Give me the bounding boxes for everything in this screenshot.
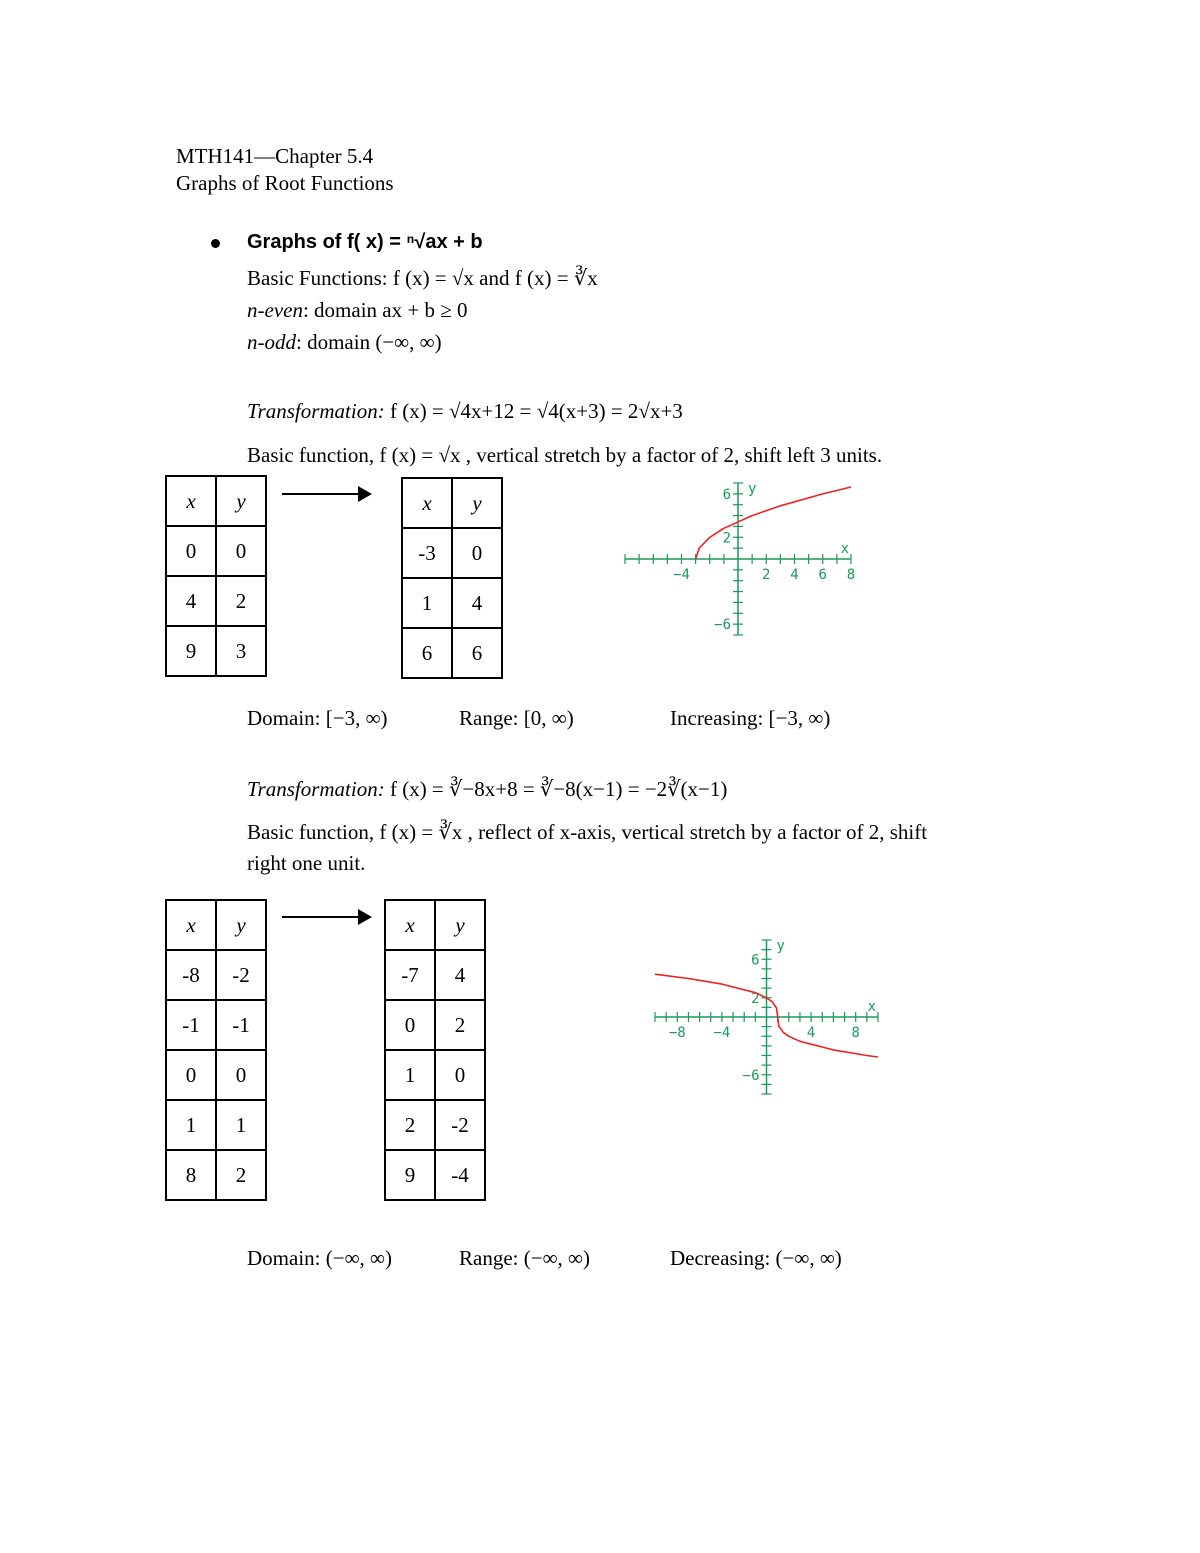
arrow-right-icon bbox=[282, 916, 368, 918]
example1-table-before bbox=[165, 475, 267, 677]
table-cell: 0 bbox=[216, 1050, 266, 1100]
table-cell: -2 bbox=[216, 950, 266, 1000]
x-axis-label: x bbox=[840, 541, 849, 557]
table-cell: 1 bbox=[166, 1100, 216, 1150]
table-cell: 0 bbox=[385, 1000, 435, 1050]
x-tick-label: −8 bbox=[668, 1025, 686, 1041]
table-header: x bbox=[385, 900, 435, 950]
n-even-line bbox=[247, 297, 467, 323]
n-even-text: : domain ax + b ≥ 0 bbox=[302, 298, 468, 322]
table-cell: 8 bbox=[166, 1150, 216, 1200]
table-cell: 2 bbox=[216, 576, 266, 626]
table-cell: -2 bbox=[435, 1100, 485, 1150]
table-cell: 2 bbox=[435, 1000, 485, 1050]
example1-graph bbox=[615, 475, 875, 645]
table-header: y bbox=[216, 476, 266, 526]
transformation-label: Transformation: bbox=[247, 399, 385, 423]
x-axis-label: x bbox=[867, 999, 876, 1015]
table-cell: -7 bbox=[385, 950, 435, 1000]
n-odd-line bbox=[247, 329, 442, 355]
n-odd-label: n-odd bbox=[247, 330, 296, 354]
n-odd-text: : domain (−∞, ∞) bbox=[296, 330, 442, 354]
table-cell: 6 bbox=[402, 628, 452, 678]
table-header: y bbox=[452, 478, 502, 528]
table-cell: 9 bbox=[166, 626, 216, 676]
y-tick-label: −6 bbox=[714, 617, 731, 634]
table-cell: -1 bbox=[216, 1000, 266, 1050]
example2-table-after bbox=[384, 899, 486, 1201]
x-tick-label: 2 bbox=[762, 567, 771, 583]
table-cell: -4 bbox=[435, 1150, 485, 1200]
table-cell: 4 bbox=[166, 576, 216, 626]
y-tick-label: 6 bbox=[722, 486, 731, 503]
table-cell: 0 bbox=[166, 1050, 216, 1100]
y-axis-label: y bbox=[776, 938, 785, 954]
arrow-right-icon bbox=[282, 493, 368, 495]
transformation-expression: f (x) = ∛−8x+8 = ∛−8(x−1) = −2∛(x−1) bbox=[384, 777, 728, 801]
x-tick-label: 8 bbox=[846, 567, 856, 583]
table-cell: 2 bbox=[216, 1150, 266, 1200]
example2-basic-function-text-line1: Basic function, f (x) = ∛x , reflect of x-axis, vertical stretch by a factor of 2, shift bbox=[247, 820, 928, 844]
y-tick-label: 6 bbox=[751, 952, 760, 969]
section-heading: Graphs of f( x) = ⁿ√ax + b bbox=[247, 231, 483, 253]
table-cell: 9 bbox=[385, 1150, 435, 1200]
transformation-label: Transformation: bbox=[247, 777, 385, 801]
course-title: MTH141—Chapter 5.4 bbox=[176, 144, 374, 168]
x-tick-label: 4 bbox=[790, 567, 799, 583]
x-tick-label: 6 bbox=[818, 567, 827, 583]
table-header: x bbox=[402, 478, 452, 528]
table-cell: 4 bbox=[435, 950, 485, 1000]
table-cell: -1 bbox=[166, 1000, 216, 1050]
table-header: x bbox=[166, 900, 216, 950]
table-cell: 6 bbox=[452, 628, 502, 678]
page-subtitle: Graphs of Root Functions bbox=[176, 171, 394, 195]
table-cell: 0 bbox=[216, 526, 266, 576]
table-cell: -3 bbox=[402, 528, 452, 578]
y-tick-label: 2 bbox=[751, 990, 760, 1007]
table-cell: -8 bbox=[166, 950, 216, 1000]
example1-range: Range: [0, ∞) bbox=[459, 706, 574, 730]
example1-transformation bbox=[247, 398, 683, 424]
table-cell: 1 bbox=[402, 578, 452, 628]
table-cell: 4 bbox=[452, 578, 502, 628]
table-cell: 1 bbox=[216, 1100, 266, 1150]
table-cell: 0 bbox=[166, 526, 216, 576]
table-header: x bbox=[166, 476, 216, 526]
example2-domain: Domain: (−∞, ∞) bbox=[247, 1246, 393, 1270]
y-tick-label: 2 bbox=[722, 530, 731, 547]
example2-graph bbox=[640, 930, 900, 1100]
example1-domain: Domain: [−3, ∞) bbox=[247, 706, 388, 730]
example2-table-before bbox=[165, 899, 267, 1201]
n-even-label: n-even bbox=[247, 298, 303, 322]
bullet-icon bbox=[211, 239, 220, 248]
x-tick-label: −4 bbox=[713, 1025, 731, 1041]
y-axis-label: y bbox=[748, 481, 757, 497]
example2-decreasing: Decreasing: (−∞, ∞) bbox=[670, 1246, 842, 1270]
x-tick-label: 4 bbox=[806, 1025, 816, 1041]
table-cell: 2 bbox=[385, 1100, 435, 1150]
table-header: y bbox=[216, 900, 266, 950]
table-cell: 1 bbox=[385, 1050, 435, 1100]
x-tick-label: −4 bbox=[673, 567, 690, 583]
example2-basic-function-text-line2: right one unit. bbox=[247, 851, 366, 875]
transformation-expression: f (x) = √4x+12 = √4(x+3) = 2√x+3 bbox=[384, 399, 683, 423]
table-cell: 3 bbox=[216, 626, 266, 676]
basic-functions-text: Basic Functions: f (x) = √x and f (x) = ∛x bbox=[247, 266, 598, 290]
example2-range: Range: (−∞, ∞) bbox=[459, 1246, 591, 1270]
example1-basic-function-text: Basic function, f (x) = √x , vertical stretch by a factor of 2, shift left 3 units. bbox=[247, 443, 883, 467]
example1-increasing: Increasing: [−3, ∞) bbox=[670, 706, 831, 730]
x-tick-label: 8 bbox=[851, 1025, 860, 1041]
table-header: y bbox=[435, 900, 485, 950]
table-cell: 0 bbox=[435, 1050, 485, 1100]
example2-transformation bbox=[247, 776, 727, 802]
table-cell: 0 bbox=[452, 528, 502, 578]
y-tick-label: −6 bbox=[742, 1067, 760, 1084]
example1-table-after bbox=[401, 477, 503, 679]
series-line bbox=[696, 487, 851, 559]
